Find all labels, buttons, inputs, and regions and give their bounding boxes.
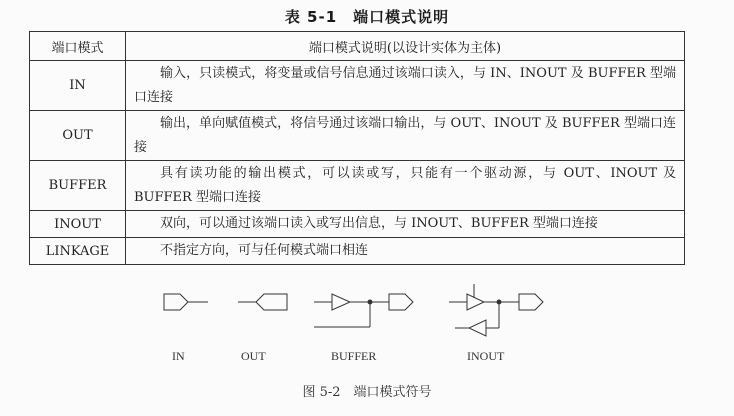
header-mode: 端口模式: [30, 32, 126, 61]
row-mode-inout: INOUT: [30, 211, 126, 238]
out-port-symbol: [238, 294, 287, 310]
figure-caption: 图 5-2 端口模式符号: [302, 385, 432, 400]
in-label: IN: [172, 349, 185, 363]
row-mode-in: IN: [30, 61, 126, 111]
buffer-port-symbol: [314, 294, 413, 327]
buffer-label: BUFFER: [331, 349, 377, 363]
header-description: 端口模式说明(以设计实体为主体): [126, 32, 685, 61]
row-description-out: 输出，单向赋值模式，将信号通过该端口输出，与 OUT、INOUT 及 BUFFER 型端口连接: [126, 111, 685, 161]
row-description-linkage: 不指定方向，可与任何模式端口相连: [126, 238, 685, 265]
row-mode-linkage: LINKAGE: [30, 238, 126, 265]
in-port-symbol: [164, 294, 208, 310]
inout-label: INOUT: [467, 349, 505, 363]
row-description-in: 输入，只读模式，将变量或信号信息通过该端口读入，与 IN、INOUT 及 BUFFER 型端口连接: [126, 61, 685, 111]
row-description-inout: 双向，可以通过该端口读入或写出信息，与 INOUT、BUFFER 型端口连接: [126, 211, 685, 238]
out-label: OUT: [241, 349, 266, 363]
row-description-buffer: 具有读功能的输出模式，可以读或写，只能有一个驱动源，与 OUT、INOUT 及 BUFFER 型端口连接: [126, 161, 685, 211]
row-mode-out: OUT: [30, 111, 126, 161]
inout-port-symbol: [449, 284, 543, 336]
row-mode-buffer: BUFFER: [30, 161, 126, 211]
table-title: 表 5-1 端口模式说明: [284, 8, 450, 26]
